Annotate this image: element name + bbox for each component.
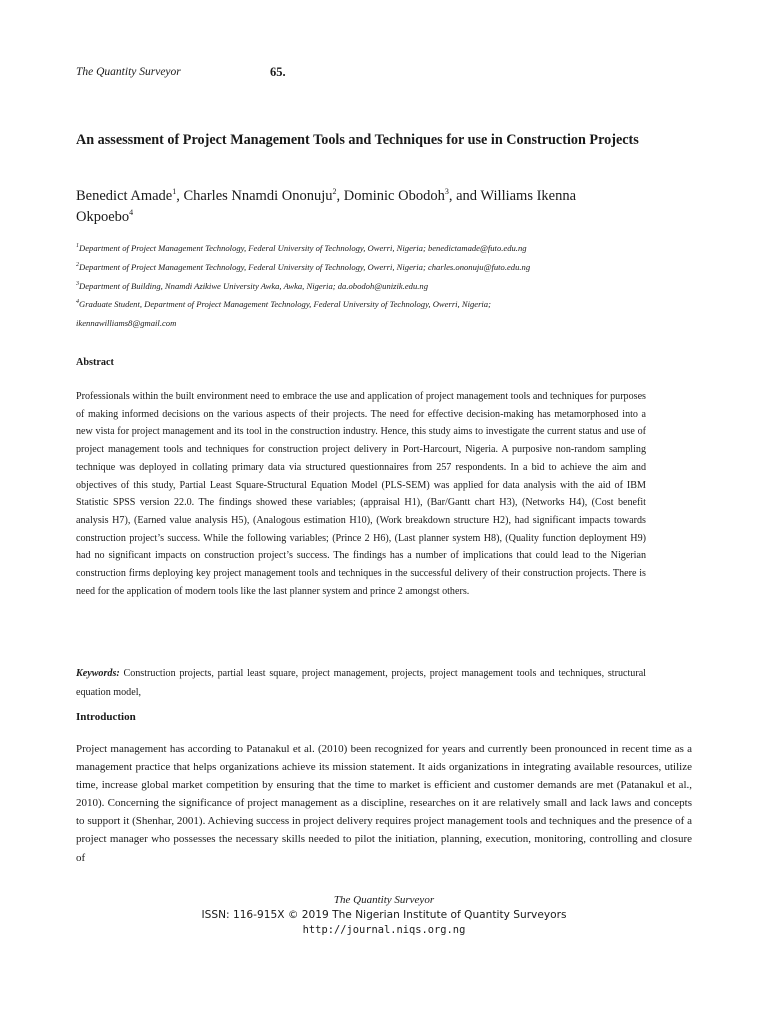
author-list: [76, 186, 636, 228]
author-name: Benedict Amade: [76, 188, 173, 204]
affiliation-list: [76, 239, 696, 333]
author-affiliation-mark: 2: [332, 187, 337, 196]
affiliation-mark: 1: [76, 243, 79, 249]
affiliation-mark: 3: [76, 280, 79, 287]
author-separator: , and: [448, 188, 481, 204]
affiliation-email: ikennawilliams8@gmail.com: [76, 318, 177, 329]
affiliation-text: Department of Building, Nnamdi Azikiwe University Awka, Awka, Nigeria; da.obodoh@unizik.edu.ng: [79, 280, 429, 291]
author-name: Williams Ikenna Okpoebo: [76, 188, 577, 225]
paper-title: An assessment of Project Management Tools and Techniques for use in Construction Projects: [76, 132, 639, 148]
footer-journal-name: The Quantity Surveyor: [333, 894, 435, 906]
author-separator: ,: [336, 188, 344, 204]
keywords-text: Construction projects, partial least square, project management, projects, project management tools and techniques, structural equation model,: [76, 668, 646, 698]
affiliation-line: [76, 314, 696, 333]
keywords-paragraph: [76, 664, 646, 702]
footer-issn: ISSN: 116-915X © 2019 The Nigerian Institute of Quantity Surveyors: [201, 909, 567, 921]
author-affiliation-mark: 3: [444, 187, 449, 196]
page-footer: [0, 893, 768, 938]
footer-url: http://journal.niqs.org.ng: [302, 924, 466, 936]
running-head: The Quantity Surveyor: [76, 66, 181, 78]
affiliation-text: Graduate Student, Department of Project Management Technology, Federal University of Technology, Owerri, Nigeria;: [79, 299, 491, 310]
abstract-heading: Abstract: [76, 357, 114, 368]
affiliation-text: Department of Project Management Technology, Federal University of Technology, Owerri, Nigeria; benedictamade@futo.edu.ng: [79, 243, 527, 253]
affiliation-line: [76, 277, 696, 296]
author-name: Dominic Obodoh: [343, 188, 445, 204]
author-affiliation-mark: 4: [129, 208, 134, 217]
affiliation-line: [76, 258, 696, 277]
abstract-body: Professionals within the built environment need to embrace the use and application of project management tools and techniques for purposes of making informed decisions on the various aspects of their projects. The need for effective decision-making has metamorphosed into a new vista for project management and its tool in the construction industry. Hence, this study aims to investigate the current status and use of project management tools and techniques for construction project delivery in Port-Harcourt, Nigeria. A purposive non-random sampling technique was deployed in collating primary data via structured questionnaires from 257 respondents. In a bid to achieve the aim and objectives of this study, Partial Least Square-Structural Equation Model (PLS-SEM) was applied for data analysis with the aid of IBM Statistic SPSS version 22.0. The findings showed these variables; (appraisal H1), (Bar/Gantt chart H3), (Networks H4), (Cost benefit analysis H7), (Earned value analysis H5), (Analogous estimation H10), (Work breakdown structure H2), had significant impacts towards construction project’s success. While the following variables; (Prince 2 H6), (Last planner system H8), (Quality function deployment H9) had no significant impacts on construction project’s success. The findings has a number of implications that could lead to the Nigerian construction firms deploying key project management tools and techniques in the successful delivery of their construction projects. There is need for the application of modern tools like the last planner system and prince 2 amongst others.: [76, 391, 646, 597]
affiliation-mark: 2: [76, 261, 79, 268]
author-name: Charles Nnamdi Ononuju: [183, 188, 333, 204]
introduction-body: Project management has according to Patanakul et al. (2010) been recognized for years and currently been pronounced in recent time as a management practice that helps organizations achieve its mission statement. It aids organizations in integrating available resources, utilize time, increase global market competition by ensuring that the time to market is efficient and customer demands are met (Patanakul et al., 2010). Concerning the significance of project management as a discipline, researches on it are relatively small and lack laws and concepts to support it (Shenhar, 2001). Achieving success in project delivery requires project management tools and techniques and the presence of a project manager who possesses the necessary skills needed to pilot the initiation, planning, execution, monitoring, controlling and closure of: [76, 743, 692, 864]
introduction-heading: Introduction: [76, 711, 136, 723]
page-number: 65.: [270, 65, 286, 79]
affiliation-mark: 4: [76, 299, 79, 306]
keywords-label: Keywords:: [76, 668, 120, 679]
author-separator: ,: [176, 188, 184, 204]
affiliation-text: Department of Project Management Technology, Federal University of Technology, Owerri, Nigeria; charles.ononuju@futo.edu.ng: [79, 261, 531, 272]
affiliation-line: [76, 295, 696, 314]
author-affiliation-mark: 1: [172, 187, 177, 196]
affiliation-line: [76, 239, 696, 258]
